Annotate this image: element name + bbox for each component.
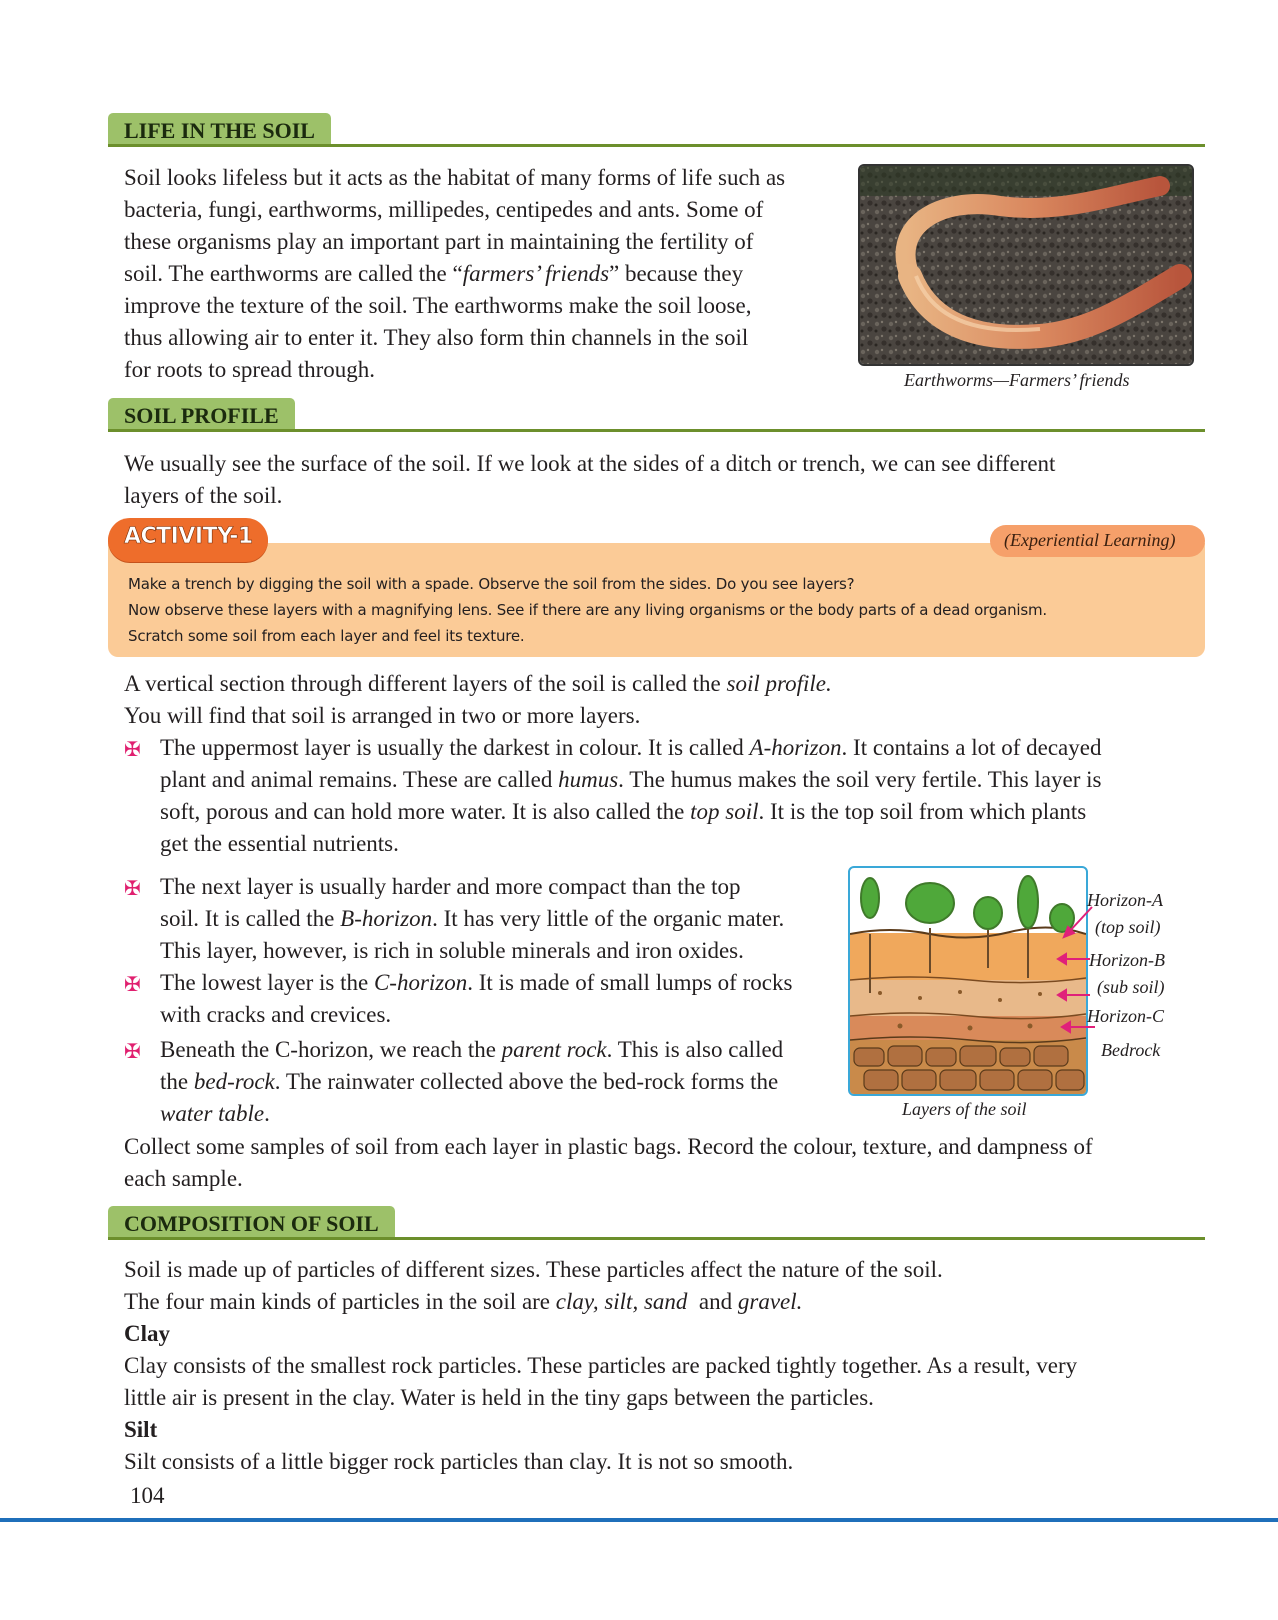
text-line: A vertical section through different layers of the soil is called the soil profile. — [124, 671, 832, 696]
label-bedrock: Bedrock — [1101, 1040, 1161, 1060]
text-line: plant and animal remains. These are called humus. The humus makes the soil very fertile. This layer is — [160, 767, 1102, 792]
text-line: The next layer is usually harder and more compact than the top — [160, 874, 741, 899]
text-line: bacteria, fungi, earthworms, millipedes, centipedes and ants. Some of — [124, 197, 764, 222]
text-line: Soil is made up of particles of different sizes. These particles affect the nature of the soil. — [124, 1257, 943, 1282]
text-line: Collect some samples of soil from each layer in plastic bags. Record the colour, texture, and dampness of — [124, 1134, 1093, 1159]
cross-bullet-icon: ✠ — [124, 878, 141, 900]
activity-tag — [990, 525, 1205, 557]
activity-title: ACTIVITY-1 — [124, 524, 253, 549]
profile-paragraph — [124, 448, 1188, 512]
text-line: thus allowing air to enter it. They also form thin channels in the soil — [124, 325, 749, 350]
text-line: This layer, however, is rich in soluble minerals and iron oxides. — [160, 938, 744, 963]
page-footer-rule — [0, 1518, 1278, 1522]
label-top-soil: (top soil) — [1095, 917, 1161, 937]
text-line: soft, porous and can hold more water. It is also called the top soil. It is the top soil from which plants — [160, 799, 1087, 824]
section-title: LIFE IN THE SOIL — [108, 113, 331, 147]
text-line: Clay consists of the smallest rock particles. These particles are packed tightly together. As a result, very — [124, 1353, 1078, 1378]
text-line: You will find that soil is arranged in two or more layers. — [124, 703, 641, 728]
activity-line: Scratch some soil from each layer and feel its texture. — [128, 627, 525, 645]
text-line: layers of the soil. — [124, 483, 283, 508]
cross-bullet-icon: ✠ — [124, 974, 141, 996]
text-line: Soil looks lifeless but it acts as the habitat of many forms of life such as — [124, 165, 786, 190]
section-rule — [108, 429, 1205, 432]
soil-figure-caption: Layers of the soil — [902, 1099, 1027, 1119]
text-line: We usually see the surface of the soil. If we look at the sides of a ditch or trench, we can see different — [124, 451, 1056, 476]
label-sub-soil: (sub soil) — [1097, 977, 1165, 997]
section-rule — [108, 144, 1205, 147]
section-rule — [108, 1237, 1205, 1240]
activity-tag-text: (Experiential Learning) — [1004, 530, 1176, 550]
text-line: Silt consists of a little bigger rock particles than clay. It is not so smooth. — [124, 1449, 794, 1474]
activity-line: Make a trench by digging the soil with a spade. Observe the soil from the sides. Do you see layers? — [128, 575, 855, 593]
section-title: COMPOSITION OF SOIL — [108, 1206, 395, 1240]
text-line: The uppermost layer is usually the darkest in colour. It is called A-horizon. It contains a lot of decayed — [160, 735, 1102, 760]
composition-paragraph — [124, 1254, 1188, 1478]
section-title: SOIL PROFILE — [108, 398, 295, 432]
text-line: soil. It is called the B-horizon. It has very little of the organic mater. — [160, 906, 785, 931]
text-line: Beneath the C-horizon, we reach the parent rock. This is also called — [160, 1037, 784, 1062]
page-number: 104 — [130, 1483, 165, 1508]
activity-line: Now observe these layers with a magnifying lens. See if there are any living organisms or the body parts of a dead organism. — [128, 601, 1047, 619]
subheading-clay: Clay — [124, 1321, 170, 1346]
earthworm-image — [858, 164, 1194, 366]
profile-definition — [124, 668, 1188, 732]
text-line: little air is present in the clay. Water is held in the tiny gaps between the particles. — [124, 1385, 874, 1410]
cross-bullet-icon: ✠ — [124, 739, 141, 761]
text-line: The lowest layer is the C-horizon. It is made of small lumps of rocks — [160, 970, 793, 995]
earthworm-caption: Earthworms—Farmers’ friends — [904, 370, 1130, 390]
text-line: The four main kinds of particles in the soil are clay, silt, sand and gravel. — [124, 1289, 803, 1314]
earthworm-illustration — [860, 166, 1192, 364]
text-line: with cracks and crevices. — [160, 1002, 392, 1027]
label-horizon-c: Horizon-C — [1087, 1006, 1165, 1026]
text-line: soil. The earthworms are called the “farmers’ friends” because they — [124, 261, 744, 286]
activity-badge — [108, 518, 268, 562]
subheading-silt: Silt — [124, 1417, 158, 1442]
label-horizon-a: Horizon-A — [1087, 890, 1163, 910]
text-line: water table. — [160, 1101, 270, 1126]
collect-paragraph — [124, 1131, 1188, 1195]
text-line: each sample. — [124, 1166, 243, 1191]
cross-bullet-icon: ✠ — [124, 1041, 141, 1063]
label-horizon-b: Horizon-B — [1089, 950, 1165, 970]
text-line: improve the texture of the soil. The earthworms make the soil loose, — [124, 293, 752, 318]
text-line: these organisms play an important part in maintaining the fertility of — [124, 229, 754, 254]
text-line: get the essential nutrients. — [160, 831, 399, 856]
text-line: the bed-rock. The rainwater collected above the bed-rock forms the — [160, 1069, 779, 1094]
text-line: for roots to spread through. — [124, 357, 376, 382]
life-paragraph — [124, 162, 840, 386]
